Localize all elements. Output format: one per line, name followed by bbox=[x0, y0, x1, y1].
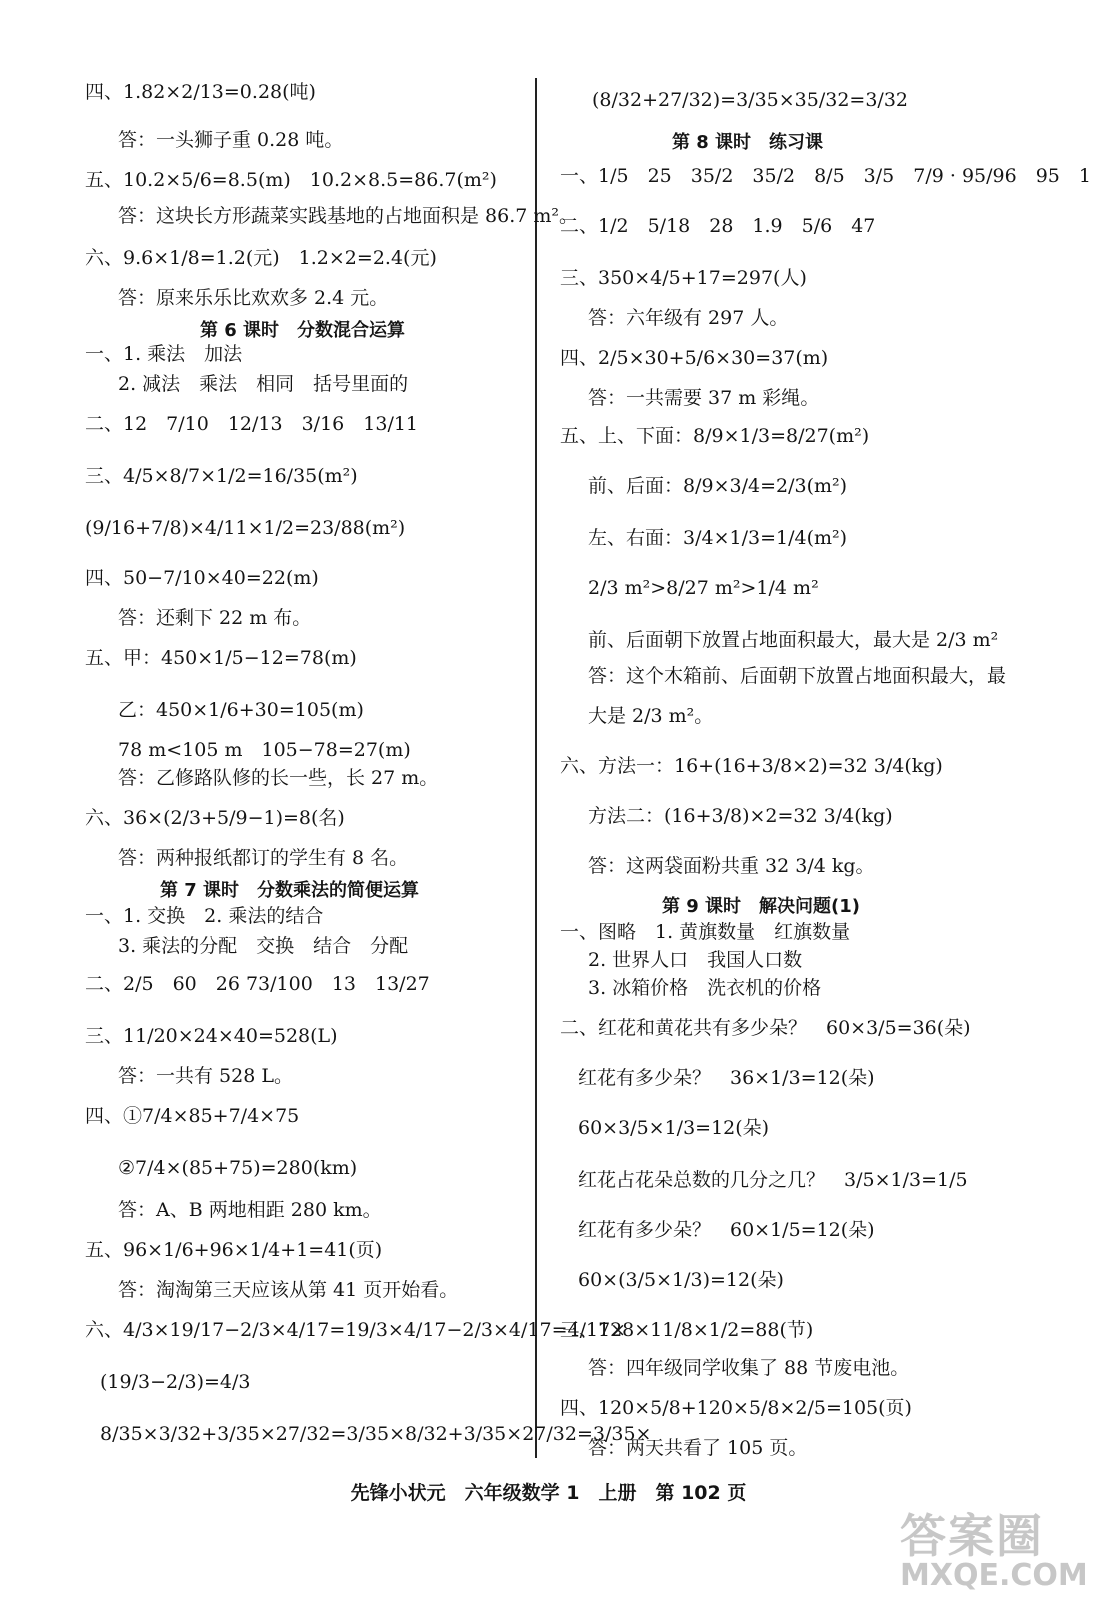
answer-line: 三、4/5×8/7×1/2=16/35(m²) bbox=[85, 465, 358, 487]
answer-line: 红花有多少朵？ 36×1/3=12(朵) bbox=[578, 1067, 875, 1089]
answer-line: 红花占花朵总数的几分之几？ 3/5×1/3=1/5 bbox=[578, 1169, 968, 1191]
answer-line: 三、350×4/5+17=297(人) bbox=[560, 267, 807, 289]
answer-line: 六、9.6×1/8=1.2(元) 1.2×2=2.4(元) bbox=[85, 247, 437, 269]
answer-line: 答：两种报纸都订的学生有 8 名。 bbox=[118, 847, 409, 869]
answer-line: 二、红花和黄花共有多少朵？ 60×3/5=36(朵) bbox=[560, 1017, 971, 1039]
answer-line: 四、2/5×30+5/6×30=37(m) bbox=[560, 347, 829, 369]
answer-line: 3. 乘法的分配 交换 结合 分配 bbox=[118, 935, 409, 957]
answer-line: 红花有多少朵？ 60×1/5=12(朵) bbox=[578, 1219, 875, 1241]
watermark-title: 答案圈 bbox=[900, 1509, 1044, 1563]
page-footer: 先锋小状元 六年级数学 1 上册 第 102 页 bbox=[350, 1482, 747, 1504]
answer-line: 答：这两袋面粉共重 32 3/4 kg。 bbox=[588, 855, 875, 877]
answer-line: ②7/4×(85+75)=280(km) bbox=[118, 1157, 358, 1179]
answer-line: 三、11/20×24×40=528(L) bbox=[85, 1025, 338, 1047]
answer-line: 五、上、下面：8/9×1/3=8/27(m²) bbox=[560, 425, 870, 447]
answer-line: 二、1/2 5/18 28 1.9 5/6 47 bbox=[560, 215, 876, 237]
section-heading-9: 第 9 课时 解决问题(1) bbox=[662, 896, 861, 917]
answer-line: 三、128×11/8×1/2=88(节) bbox=[560, 1319, 814, 1341]
answer-line: 答：这块长方形蔬菜实践基地的占地面积是 86.7 m²。 bbox=[118, 205, 579, 227]
answer-line: 乙：450×1/6+30=105(m) bbox=[118, 699, 364, 721]
answer-line: 一、1/5 25 35/2 35/2 8/5 3/5 7/9 · 95/96 95 1 bbox=[560, 165, 1091, 187]
answer-line: 二、2/5 60 26 73/100 13 13/27 bbox=[85, 973, 430, 995]
answer-line: 答：乙修路队修的长一些，长 27 m。 bbox=[118, 767, 439, 789]
answer-line: 六、4/3×19/17−2/3×4/17=19/3×4/17−2/3×4/17=4/17× bbox=[85, 1319, 627, 1341]
answer-line: 前、后面：8/9×3/4=2/3(m²) bbox=[588, 475, 848, 497]
answer-line: 78 m<105 m 105−78=27(m) bbox=[118, 739, 411, 761]
answer-line: 答：A、B 两地相距 280 km。 bbox=[118, 1199, 382, 1221]
answer-line: 答：淘淘第三天应该从第 41 页开始看。 bbox=[118, 1279, 459, 1301]
answer-line: 8/35×3/32+3/35×27/32=3/35×8/32+3/35×27/32=3/35× bbox=[100, 1423, 652, 1445]
column-divider bbox=[535, 78, 537, 1458]
answer-line: (8/32+27/32)=3/35×35/32=3/32 bbox=[592, 89, 909, 111]
answer-line: 60×(3/5×1/3)=12(朵) bbox=[578, 1269, 784, 1291]
watermark-url: MXQE.COM bbox=[900, 1558, 1088, 1593]
answer-line: 左、右面：3/4×1/3=1/4(m²) bbox=[588, 527, 848, 549]
answer-line: 3. 冰箱价格 洗衣机的价格 bbox=[588, 977, 822, 999]
answer-line: 前、后面朝下放置占地面积最大，最大是 2/3 m² bbox=[588, 629, 999, 651]
answer-line: 2. 减法 乘法 相同 括号里面的 bbox=[118, 373, 409, 395]
answer-line: 60×3/5×1/3=12(朵) bbox=[578, 1117, 770, 1139]
answer-line: 答：两天共看了 105 页。 bbox=[588, 1437, 808, 1459]
answer-line: 四、①7/4×85+7/4×75 bbox=[85, 1105, 300, 1127]
answer-line: 五、甲：450×1/5−12=78(m) bbox=[85, 647, 357, 669]
section-heading-7: 第 7 课时 分数乘法的简便运算 bbox=[160, 880, 420, 901]
answer-line: 方法二：(16+3/8)×2=32 3/4(kg) bbox=[588, 805, 893, 827]
answer-line: 答：原来乐乐比欢欢多 2.4 元。 bbox=[118, 287, 389, 309]
answer-line: 2. 世界人口 我国人口数 bbox=[588, 949, 803, 971]
answer-line: 四、1.82×2/13=0.28(吨) bbox=[85, 81, 316, 103]
answer-line: 四、50−7/10×40=22(m) bbox=[85, 567, 319, 589]
answer-line: 答：一共需要 37 m 彩绳。 bbox=[588, 387, 820, 409]
answer-line: 答：还剩下 22 m 布。 bbox=[118, 607, 312, 629]
answer-line: 答：一头狮子重 0.28 吨。 bbox=[118, 129, 344, 151]
answer-line: 答：四年级同学收集了 88 节废电池。 bbox=[588, 1357, 910, 1379]
answer-line: 2/3 m²>8/27 m²>1/4 m² bbox=[588, 577, 819, 599]
answer-line: (9/16+7/8)×4/11×1/2=23/88(m²) bbox=[85, 517, 406, 539]
answer-line: 大是 2/3 m²。 bbox=[588, 705, 714, 727]
watermark-logo bbox=[900, 1500, 1088, 1593]
answer-line: 一、图略 1. 黄旗数量 红旗数量 bbox=[560, 921, 851, 943]
answer-line: 一、1. 交换 2. 乘法的结合 bbox=[85, 905, 324, 927]
answer-line: (19/3−2/3)=4/3 bbox=[100, 1371, 251, 1393]
answer-line: 二、12 7/10 12/13 3/16 13/11 bbox=[85, 413, 419, 435]
answer-line: 六、36×(2/3+5/9−1)=8(名) bbox=[85, 807, 345, 829]
answer-line: 答：这个木箱前、后面朝下放置占地面积最大，最 bbox=[588, 665, 1007, 687]
answer-line: 五、10.2×5/6=8.5(m) 10.2×8.5=86.7(m²) bbox=[85, 169, 497, 191]
section-heading-8: 第 8 课时 练习课 bbox=[672, 132, 824, 153]
answer-line: 一、1. 乘法 加法 bbox=[85, 343, 243, 365]
answer-line: 四、120×5/8+120×5/8×2/5=105(页) bbox=[560, 1397, 912, 1419]
answer-line: 六、方法一：16+(16+3/8×2)=32 3/4(kg) bbox=[560, 755, 943, 777]
answer-line: 五、96×1/6+96×1/4+1=41(页) bbox=[85, 1239, 383, 1261]
answer-line: 答：六年级有 297 人。 bbox=[588, 307, 789, 329]
answer-line: 答：一共有 528 L。 bbox=[118, 1065, 293, 1087]
section-heading-6: 第 6 课时 分数混合运算 bbox=[200, 320, 406, 341]
